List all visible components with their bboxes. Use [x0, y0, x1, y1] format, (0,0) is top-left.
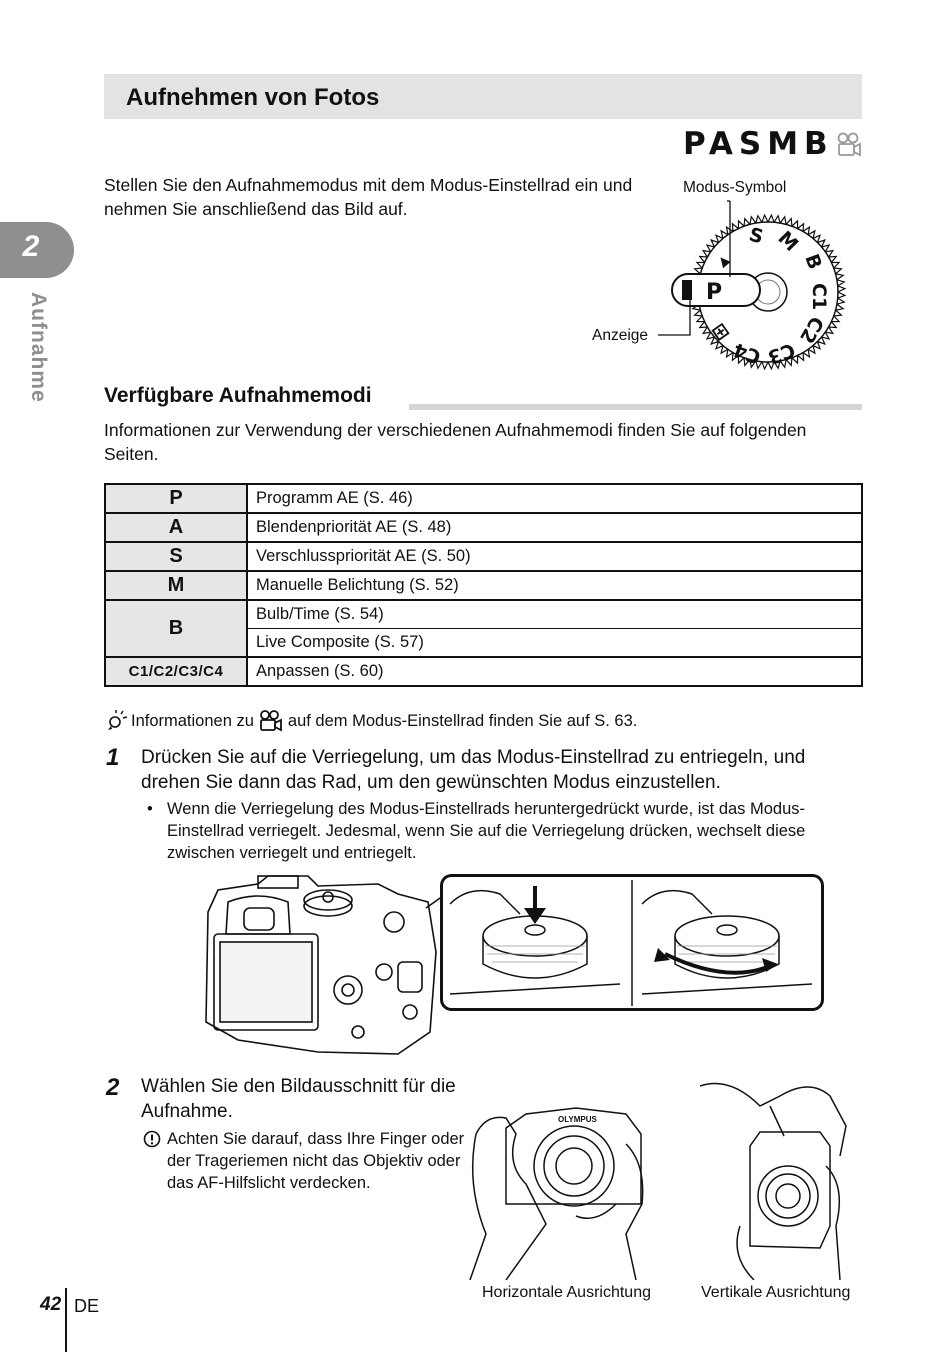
mode-value: Live Composite (S. 57)	[247, 629, 862, 658]
table-row	[105, 571, 862, 600]
dial-mark-c1: C1	[808, 283, 830, 311]
modes-table	[104, 483, 863, 687]
movie-icon	[259, 710, 283, 732]
mode-key: M	[105, 571, 247, 600]
horizontal-grip-illustration	[466, 1104, 666, 1280]
bullet-dot: •	[147, 800, 153, 818]
mode-key: P	[105, 484, 247, 513]
step-2-number: 2	[106, 1074, 120, 1101]
table-row	[105, 484, 862, 513]
mode-dial-diagram	[650, 195, 855, 370]
tip-icon	[104, 710, 128, 732]
step-1-text: Drücken Sie auf die Verriegelung, um das Modus-Einstellrad zu entriegeln, und drehen Sie dann das Rad, um den gewünschten Modus einzustellen.	[141, 747, 806, 793]
mode-value: Bulb/Time (S. 54)	[247, 600, 862, 629]
intro-text: Stellen Sie den Aufnahmemodus mit dem Modus-Einstellrad ein und nehmen Sie anschließend das Bild auf.	[104, 175, 633, 219]
dial-mark-movie: ▲	[714, 252, 733, 271]
mode-key: A	[105, 513, 247, 542]
chapter-label: Aufnahme	[27, 292, 50, 403]
indicator-label: Anzeige	[592, 327, 649, 344]
footer-rule	[65, 1288, 67, 1352]
table-row	[105, 513, 862, 542]
dial-mark-art: ⊞	[706, 319, 735, 345]
table-row	[105, 657, 862, 686]
dial-mark-c3: C3	[764, 338, 798, 369]
dial-mark-m: M	[773, 226, 803, 256]
dial-mark-c2: C2	[795, 312, 828, 348]
vertical-grip-illustration	[700, 1076, 860, 1280]
caption-horizontal: Horizontale Ausrichtung	[482, 1284, 651, 1301]
caption-vertical: Vertikale Ausrichtung	[701, 1284, 851, 1301]
step-1-number: 1	[106, 744, 120, 771]
mode-value: Verschlusspriorität AE (S. 50)	[247, 542, 862, 571]
mode-key: S	[105, 542, 247, 571]
mode-symbol-label: Modus-Symbol	[683, 179, 787, 196]
tip-text-before: Informationen zu	[131, 711, 254, 730]
dial-mark-c4: C4	[730, 338, 764, 368]
tip-note	[104, 710, 637, 732]
section-title: Aufnehmen von Fotos	[126, 84, 380, 111]
dial-mark-b: B	[800, 251, 826, 273]
subsection-heading: Verfügbare Aufnahmemodi	[104, 384, 372, 407]
movie-mode-icon	[836, 132, 862, 158]
dial-mark-s: S	[746, 223, 766, 249]
modes-intro: Informationen zur Verwendung der verschiedenen Aufnahmemodi finden Sie auf folgenden Seiten.	[104, 420, 807, 464]
mode-value: Blendenpriorität AE (S. 48)	[247, 513, 862, 542]
camera-back-illustration	[198, 872, 448, 1060]
mode-value: Programm AE (S. 46)	[247, 484, 862, 513]
step-2-text: Wählen Sie den Bildausschnitt für die Aufnahme.	[141, 1076, 456, 1122]
tip-text-after: auf dem Modus-Einstellrad finden Sie auf S. 63.	[287, 711, 638, 730]
mode-value: Anpassen (S. 60)	[247, 657, 862, 686]
dial-closeup-illustration	[440, 874, 824, 1012]
page-language: DE	[74, 1296, 100, 1316]
step-1-bullet: Wenn die Verriegelung des Modus-Einstellrads heruntergedrückt wurde, ist das Modus-Einstellrad verriegelt. Jedesmal, wenn Sie auf die Verriegelung drücken, wechselt diese zwischen verriegelt und entriegelt.	[167, 800, 806, 862]
mode-value: Manuelle Belichtung (S. 52)	[247, 571, 862, 600]
mode-key: C1/C2/C3/C4	[105, 657, 247, 686]
camera-brand-label: OLYMPUS	[558, 1115, 597, 1124]
table-row	[105, 542, 862, 571]
chapter-number: 2	[22, 230, 40, 263]
dial-selected-mode: P	[706, 280, 723, 305]
table-row	[105, 600, 862, 629]
page-number: 42	[40, 1294, 62, 1315]
mode-letters: PASMB	[683, 126, 834, 162]
step-2-caution: Achten Sie darauf, dass Ihre Finger oder der Trageriemen nicht das Objektiv oder das AF-Hilfslicht verdecken.	[167, 1130, 465, 1192]
mode-key: B	[105, 600, 247, 657]
caution-icon	[143, 1130, 161, 1148]
